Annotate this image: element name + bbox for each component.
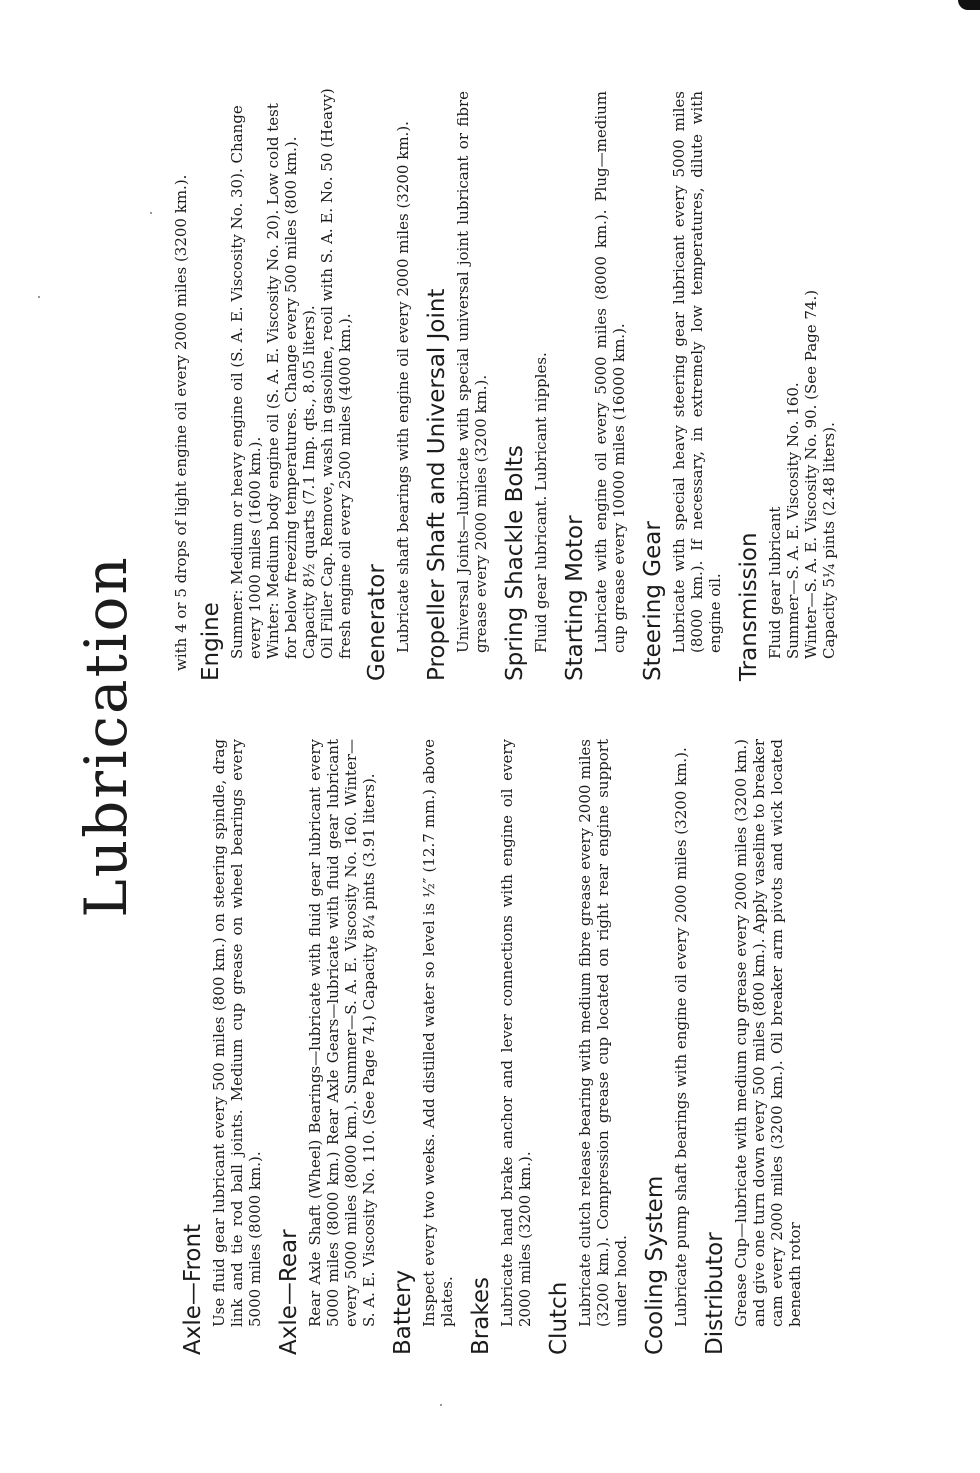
section-heading: Transmission xyxy=(736,532,762,681)
section-battery xyxy=(388,735,456,1355)
section-body: Lubricate hand brake anchor and lever connections with engine oil every 2000 miles (3200 km.). xyxy=(498,739,534,1327)
section-body: Lubricate with engine oil every 5000 miles (8000 km.). Plug—medium cup grease every 10000 miles (16000 km.). xyxy=(592,91,628,653)
section-heading: Axle—Rear xyxy=(276,1229,302,1355)
page-title: Lubrication xyxy=(72,555,140,918)
section-body: Grease Cup—lubricate with medium cup grease every 2000 miles (3200 km.) and give one turn down every 500 miles (800 km.). Apply vaseline to breaker cam every 2000 miles (3200 km.). Oil breaker arm pivots and wick located beneath rotor xyxy=(732,739,804,1327)
engine-line: Summer: Medium or heavy engine oil (S. A. E. Viscosity No. 30). Change every 1000 miles (1600 km.). xyxy=(228,105,264,659)
section-brakes xyxy=(466,735,534,1355)
section-distributor xyxy=(700,735,804,1355)
distributor-continued: with 4 or 5 drops of light engine oil every 2000 miles (3200 km.). xyxy=(172,174,190,671)
section-heading: Cooling System xyxy=(642,1175,668,1355)
transmission-line: Winter—S. A. E. Viscosity No. 90. (See Page 74.) xyxy=(802,289,820,659)
section-body: Use fluid gear lubricant every 500 miles (800 km.) on steering spindle, drag link and tie rod ball joints. Medium cup grease on wheel bearings every 5000 miles (8000 km.). xyxy=(210,739,264,1327)
section-body: Fluid gear lubricant. Lubricant nipples. xyxy=(532,352,550,653)
section-heading: Generator xyxy=(364,564,390,681)
section-body xyxy=(766,87,838,681)
section-heading: Engine xyxy=(198,602,224,681)
section-body: Lubricate shaft bearings with engine oil every 2000 miles (3200 km.). xyxy=(394,121,412,653)
section-heading: Battery xyxy=(390,1269,416,1355)
section-heading: Brakes xyxy=(468,1277,494,1355)
section-heading: Distributor xyxy=(702,1232,728,1355)
transmission-line: Capacity 5¼ pints (2.48 liters). xyxy=(820,422,838,659)
section-starting-motor xyxy=(560,87,628,681)
section-body: Rear Axle Shaft (Wheel) Bearings—lubricate with fluid gear lubricant every 5000 miles (8000 km.) Rear Axle Gears—lubricate with fluid gear lubricant every 5000 miles (8000 km.). Summer—S. A. E. Viscosity No. 160. Winter—S. A. E. Viscosity No. 110. (See Page 74.) Capacity 8¼ pints (3.91 liters). xyxy=(306,739,378,1327)
section-cooling-system xyxy=(640,735,690,1355)
engine-line: Winter: Medium body engine oil (S. A. E. Viscosity No. 20). Low cold test for below freezing temperatures. Change every 500 miles (800 km.). Capacity 8½ quarts (7.1 Imp. qts., 8.05 liters). xyxy=(264,103,318,659)
section-propeller-shaft xyxy=(422,87,490,681)
section-heading: Axle—Front xyxy=(180,1223,206,1355)
section-axle-front xyxy=(178,735,264,1355)
section-body xyxy=(228,87,354,681)
section-axle-rear xyxy=(274,735,378,1355)
engine-line: Oil Filler Cap. Remove, wash in gasoline, reoil with S. A. E. No. 50 (Heavy) fresh engine oil every 2500 miles (4000 km.). xyxy=(318,88,354,659)
section-generator xyxy=(362,87,412,681)
section-heading: Steering Gear xyxy=(640,521,666,681)
section-clutch xyxy=(544,735,630,1355)
section-body: Lubricate with special heavy steering gear lubricant every 5000 miles (8000 km.). If necessary, in extremely low temperatures, dilute with engine oil. xyxy=(670,91,724,653)
transmission-line: Summer—S. A. E. Viscosity No. 160. xyxy=(784,382,802,659)
section-transmission xyxy=(734,87,838,681)
section-heading: Propeller Shaft and Universal Joint xyxy=(424,288,450,681)
section-body: Inspect every two weeks. Add distilled water so level is ½″ (12.7 mm.) above plates. xyxy=(420,739,456,1327)
section-body: Universal Joints—lubricate with special universal joint lubricant or fibre grease every 2000 miles (3200 km.). xyxy=(454,91,490,653)
section-steering-gear xyxy=(638,87,724,681)
right-column xyxy=(172,87,846,681)
transmission-line: Fluid gear lubricant xyxy=(766,506,784,659)
section-body: Lubricate pump shaft bearings with engine oil every 2000 miles (3200 km.). xyxy=(672,747,690,1327)
section-heading: Spring Shackle Bolts xyxy=(502,445,528,681)
section-heading: Clutch xyxy=(546,1281,572,1355)
section-heading: Starting Motor xyxy=(562,515,588,681)
section-body: Lubricate clutch release bearing with medium fibre grease every 2000 miles (3200 km.). Compression grease cup located on right rear engine support under hood. xyxy=(576,739,630,1327)
left-column xyxy=(172,735,814,1355)
section-engine xyxy=(196,87,354,681)
section-spring-shackle-bolts xyxy=(500,87,550,681)
